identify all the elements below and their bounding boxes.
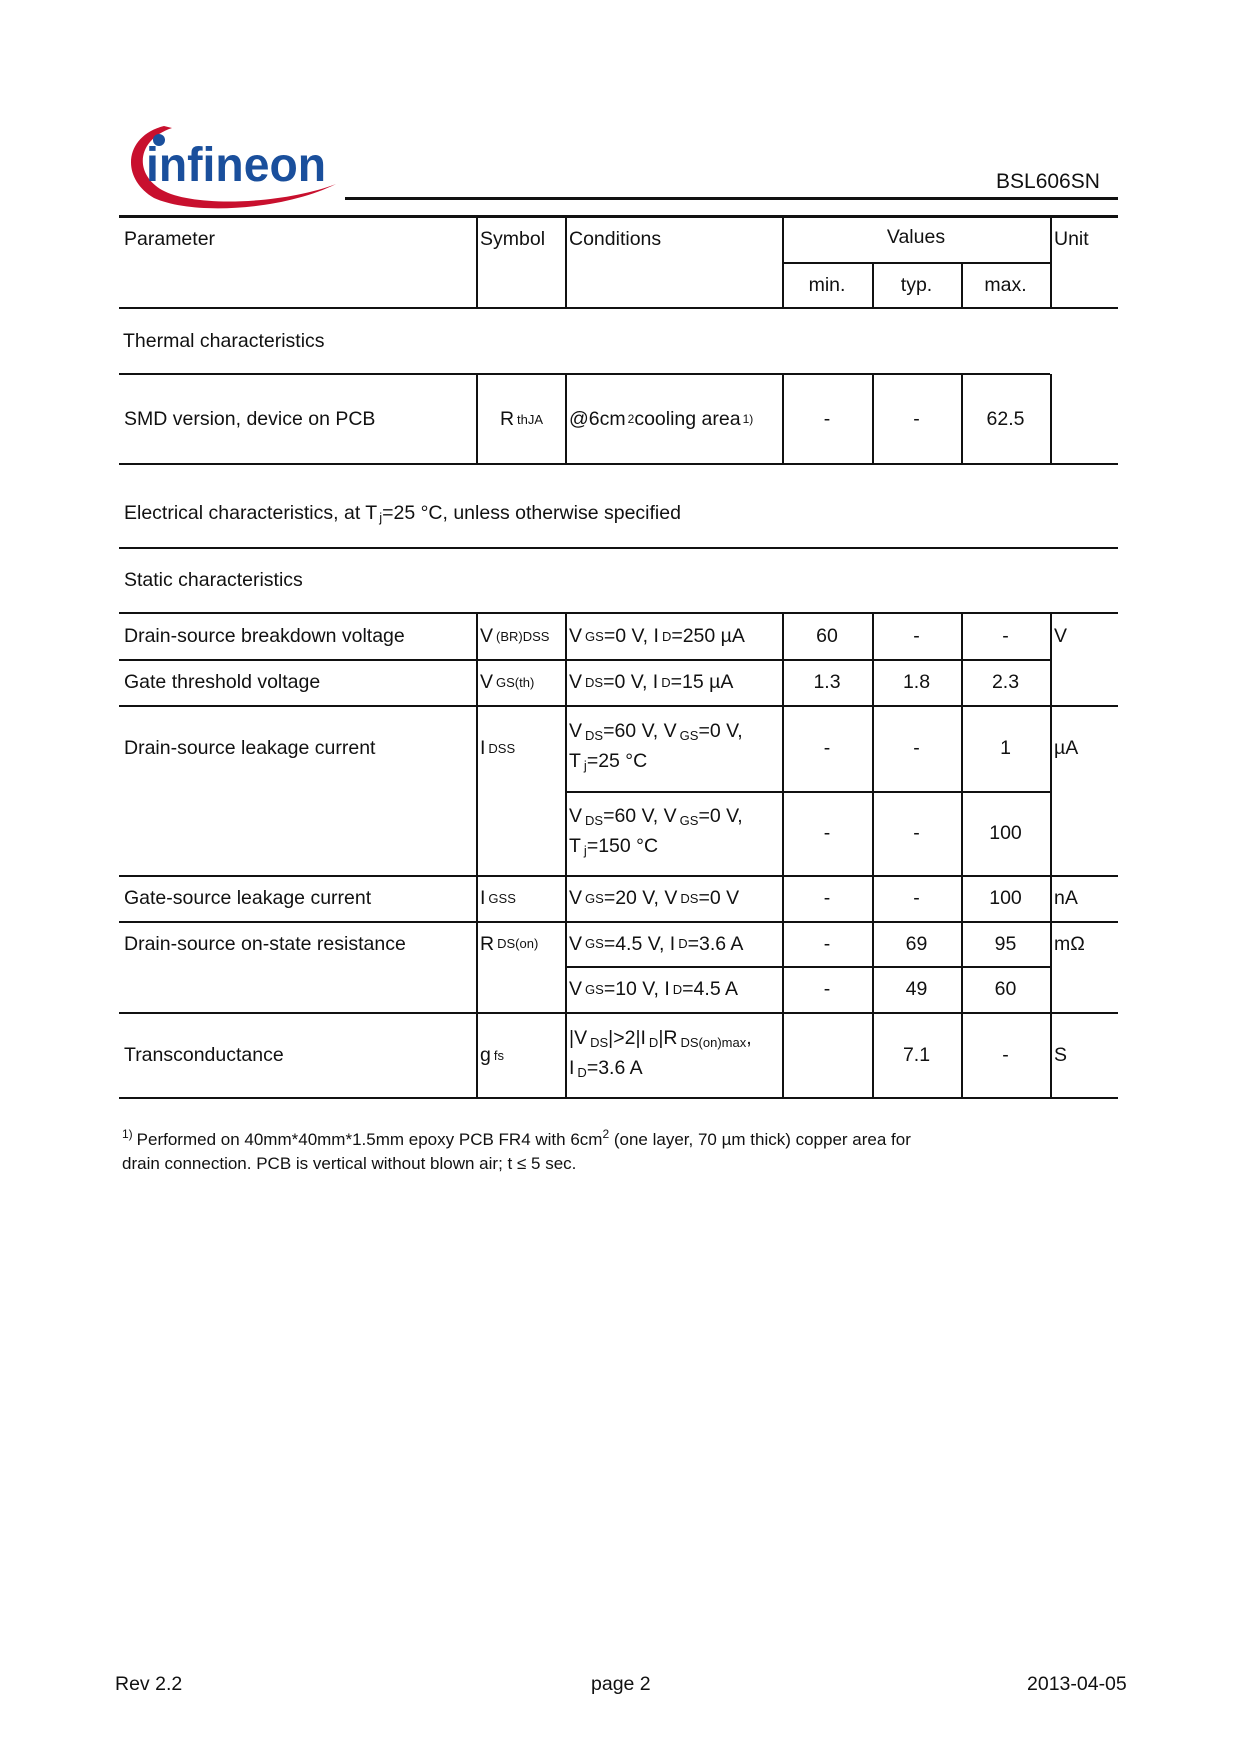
header-values: Values: [886, 226, 946, 248]
text: cooling area: [634, 408, 741, 430]
text: V: [569, 932, 583, 955]
column-rule: [476, 705, 478, 875]
column-rule: [782, 1012, 784, 1098]
electrical-label: Electrical characteristics, at T: [124, 502, 378, 524]
subscript: GS(th): [496, 674, 535, 690]
column-rule: [1050, 705, 1052, 875]
text: =250 µA: [671, 625, 745, 647]
value-typ: 69: [905, 932, 928, 955]
header-max: max.: [984, 274, 1027, 296]
text: |R: [658, 1027, 678, 1049]
column-rule: [1050, 216, 1052, 308]
table-rule: [119, 921, 1118, 923]
column-rule: [872, 705, 874, 875]
footnote-line2: drain connection. PCB is vertical without blown air; t ≤ 5 sec.: [122, 1154, 577, 1173]
column-rule: [476, 1012, 478, 1098]
column-rule: [872, 374, 874, 464]
header-unit: Unit: [1054, 228, 1089, 250]
column-rule: [1050, 921, 1052, 1012]
column-rule: [476, 921, 478, 1012]
symbol-cell: [480, 705, 563, 791]
text: =60 V, V: [603, 805, 677, 827]
subscript: GS: [679, 813, 699, 828]
column-rule: [961, 263, 963, 308]
column-rule: [565, 374, 567, 464]
text: =4.5 V, I: [603, 932, 676, 955]
subscript: GS: [679, 728, 699, 743]
column-rule: [872, 875, 874, 921]
superscript: 2: [627, 412, 635, 426]
text: V: [569, 978, 583, 1000]
unit-cell: nA: [1054, 887, 1078, 909]
value-min: -: [823, 408, 831, 430]
value-min: -: [823, 737, 831, 759]
footnote-line1a: Performed on 40mm*40mm*1.5mm epoxy PCB FR4 with 6cm: [136, 1130, 603, 1149]
condition-line: [569, 748, 647, 778]
footnote-line1b: (one layer, 70 µm thick) copper area for: [609, 1130, 911, 1149]
subscript: DS: [680, 890, 699, 906]
value-min: -: [823, 822, 831, 844]
text: R: [499, 408, 515, 430]
column-rule: [565, 921, 567, 1012]
column-rule: [476, 659, 478, 705]
part-number: BSL606SN: [996, 170, 1100, 193]
column-rule: [961, 613, 963, 659]
electrical-sub: j: [379, 510, 383, 525]
header-min: min.: [808, 274, 846, 296]
conditions-cell: [569, 875, 778, 921]
footnote-line-1: [122, 1128, 911, 1152]
text: R: [480, 932, 495, 955]
value-max: 2.3: [991, 671, 1020, 693]
subscript: j: [583, 758, 587, 773]
text: |>2|I: [608, 1027, 646, 1049]
column-rule: [872, 613, 874, 659]
text: V: [569, 887, 583, 909]
value-max: 100: [989, 887, 1022, 909]
column-rule: [961, 374, 963, 464]
text: =10 V, I: [603, 978, 670, 1000]
conditions-cell: [569, 791, 778, 875]
parameter-cell: Gate threshold voltage: [124, 671, 321, 693]
column-rule: [476, 613, 478, 659]
table-rule: [119, 307, 1118, 309]
svg-text:infineon: infineon: [146, 139, 326, 192]
electrical-rest: =25 °C, unless otherwise specified: [382, 502, 681, 524]
column-rule: [961, 705, 963, 875]
footnote-line-2: [122, 1152, 911, 1176]
subscript: DS: [585, 674, 604, 690]
parameter-cell: Drain-source breakdown voltage: [124, 625, 405, 647]
text: |V: [569, 1027, 588, 1049]
value-min: -: [823, 932, 831, 955]
text: T: [569, 750, 581, 772]
conditions-cell: [569, 1012, 778, 1098]
subscript: fs: [493, 1047, 504, 1063]
table-rule: [119, 215, 1118, 218]
symbol-cell: [480, 613, 563, 659]
value-max: 62.5: [986, 408, 1025, 430]
symbol-cell: [480, 921, 563, 966]
footer-page: page 2: [591, 1673, 651, 1695]
text: V: [480, 625, 494, 647]
text: I: [480, 887, 486, 909]
value-min: 1.3: [813, 671, 841, 693]
text: I: [569, 1057, 575, 1079]
subscript: (BR)DSS: [496, 628, 550, 644]
column-rule: [476, 374, 478, 464]
text: =0 V, I: [603, 671, 659, 693]
infineon-logo: [124, 118, 339, 210]
conditions-cell: [569, 705, 778, 791]
subscript: j: [583, 843, 587, 858]
unit-cell: V: [1054, 625, 1068, 647]
footer-rev: Rev 2.2: [115, 1673, 183, 1695]
table-rule: [119, 1097, 1118, 1099]
value-min: [782, 1012, 872, 1098]
text: =20 V, V: [603, 887, 678, 909]
column-rule: [565, 659, 567, 705]
column-rule: [782, 613, 784, 659]
text: I: [480, 737, 486, 759]
value-max: 1: [1000, 737, 1011, 759]
table-rule: [119, 1012, 1118, 1014]
value-max: 95: [994, 932, 1017, 955]
subscript: D: [648, 1035, 659, 1050]
section-electrical: [124, 502, 681, 525]
table-rule: [782, 262, 1050, 264]
column-rule: [565, 216, 567, 308]
subscript: D: [661, 674, 671, 690]
text: =4.5 A: [682, 978, 739, 1000]
parameter-cell: SMD version, device on PCB: [124, 408, 376, 430]
subscript: DS: [585, 728, 604, 743]
column-rule: [872, 1012, 874, 1098]
subscript: DS: [585, 813, 604, 828]
footnote-mark: 1): [122, 1127, 133, 1141]
header-symbol: Symbol: [480, 228, 546, 250]
condition-line: [569, 1025, 752, 1055]
text: ,: [746, 1027, 752, 1049]
column-rule: [1050, 613, 1052, 659]
section-static: Static characteristics: [124, 569, 303, 591]
column-rule: [961, 1012, 963, 1098]
column-rule: [782, 921, 784, 1012]
conditions-cell: [569, 966, 778, 1012]
condition-line: [569, 718, 743, 748]
symbol-cell: [480, 875, 563, 921]
column-rule: [961, 921, 963, 1012]
text: =0 V,: [698, 720, 743, 742]
symbol-cell: [480, 1012, 563, 1098]
header-rule: [345, 197, 1118, 200]
text: V: [480, 671, 494, 693]
value-typ: -: [913, 625, 920, 647]
symbol-cell: [480, 374, 563, 464]
value-max: 60: [994, 978, 1017, 1000]
footnote: [122, 1128, 911, 1176]
column-rule: [1050, 1012, 1052, 1098]
text: g: [480, 1044, 491, 1066]
column-rule: [476, 875, 478, 921]
subscript: D: [678, 936, 688, 951]
text: T: [569, 835, 581, 857]
subscript: DS: [590, 1035, 609, 1050]
subscript: DSS: [488, 740, 516, 756]
column-rule: [565, 613, 567, 659]
value-max: -: [1002, 1044, 1009, 1066]
table-rule: [119, 547, 1118, 549]
superscript: 1): [742, 412, 754, 426]
header-conditions: Conditions: [569, 228, 662, 250]
column-rule: [782, 705, 784, 875]
condition-line: [569, 803, 743, 833]
header-typ: typ.: [900, 274, 933, 296]
text: =3.6 A: [586, 1057, 643, 1079]
subscript: DS(on)max: [680, 1035, 747, 1050]
text: =0 V,: [698, 805, 743, 827]
text: V: [569, 805, 583, 827]
condition-line: [569, 1055, 643, 1085]
text: =0 V, I: [603, 625, 659, 647]
header-parameter: Parameter: [124, 228, 216, 250]
column-rule: [872, 263, 874, 308]
column-rule: [565, 705, 567, 875]
table-rule: [119, 659, 1050, 661]
value-typ: 49: [905, 978, 928, 1000]
text: =60 V, V: [603, 720, 677, 742]
conditions-cell: [569, 374, 778, 464]
subscript: thJA: [517, 411, 544, 427]
subscript: D: [672, 981, 683, 997]
conditions-cell: [569, 921, 778, 966]
value-min: -: [823, 887, 831, 909]
value-max: -: [1002, 625, 1009, 647]
column-rule: [1050, 659, 1052, 705]
value-min: -: [823, 978, 831, 1000]
section-thermal: Thermal characteristics: [123, 330, 325, 352]
column-rule: [782, 374, 784, 464]
symbol-cell: [480, 659, 563, 705]
column-rule: [782, 875, 784, 921]
unit-cell: µA: [1054, 737, 1079, 759]
value-typ: -: [913, 822, 920, 844]
column-rule: [1050, 875, 1052, 921]
text: =150 °C: [586, 835, 659, 857]
text: @6cm: [569, 408, 626, 430]
text: =3.6 A: [687, 932, 744, 955]
parameter-cell: Gate-source leakage current: [124, 887, 372, 909]
column-rule: [782, 216, 784, 308]
subscript: GS: [585, 890, 604, 906]
subscript: GSS: [488, 890, 516, 906]
column-rule: [1050, 374, 1052, 464]
text: =25 °C: [586, 750, 648, 772]
value-typ: -: [913, 737, 920, 759]
text: V: [569, 720, 583, 742]
column-rule: [565, 1012, 567, 1098]
parameter-cell: Drain-source on-state resistance: [124, 932, 406, 955]
subscript: D: [661, 628, 672, 644]
value-min: 60: [816, 625, 838, 647]
value-typ: 7.1: [902, 1044, 931, 1066]
parameter-cell: Drain-source leakage current: [124, 737, 376, 759]
column-rule: [872, 659, 874, 705]
text: =15 µA: [670, 671, 734, 693]
column-rule: [961, 875, 963, 921]
text: =0 V: [698, 887, 740, 909]
text: V: [569, 671, 583, 693]
subscript: DS(on): [497, 936, 539, 951]
subscript: GS: [585, 981, 604, 997]
footnote-sup: 2: [602, 1127, 610, 1141]
column-rule: [872, 921, 874, 1012]
value-typ: -: [913, 408, 920, 430]
value-max: 100: [989, 822, 1022, 844]
subscript: GS: [585, 936, 604, 951]
text: V: [569, 625, 583, 647]
table-rule: [565, 966, 1050, 968]
condition-line: [569, 833, 658, 863]
column-rule: [961, 659, 963, 705]
table-rule: [565, 791, 1050, 793]
footer-date: 2013-04-05: [1027, 1673, 1127, 1695]
unit-cell: S: [1054, 1044, 1068, 1066]
unit-cell: mΩ: [1054, 932, 1085, 955]
table-rule: [119, 705, 1118, 707]
column-rule: [476, 216, 478, 308]
parameter-cell: Transconductance: [124, 1044, 284, 1066]
table-rule: [119, 875, 1118, 877]
column-rule: [782, 659, 784, 705]
conditions-cell: [569, 613, 778, 659]
subscript: GS: [585, 628, 604, 644]
value-typ: -: [913, 887, 920, 909]
column-rule: [565, 875, 567, 921]
conditions-cell: [569, 659, 778, 705]
value-typ: 1.8: [902, 671, 931, 693]
subscript: D: [577, 1065, 587, 1080]
